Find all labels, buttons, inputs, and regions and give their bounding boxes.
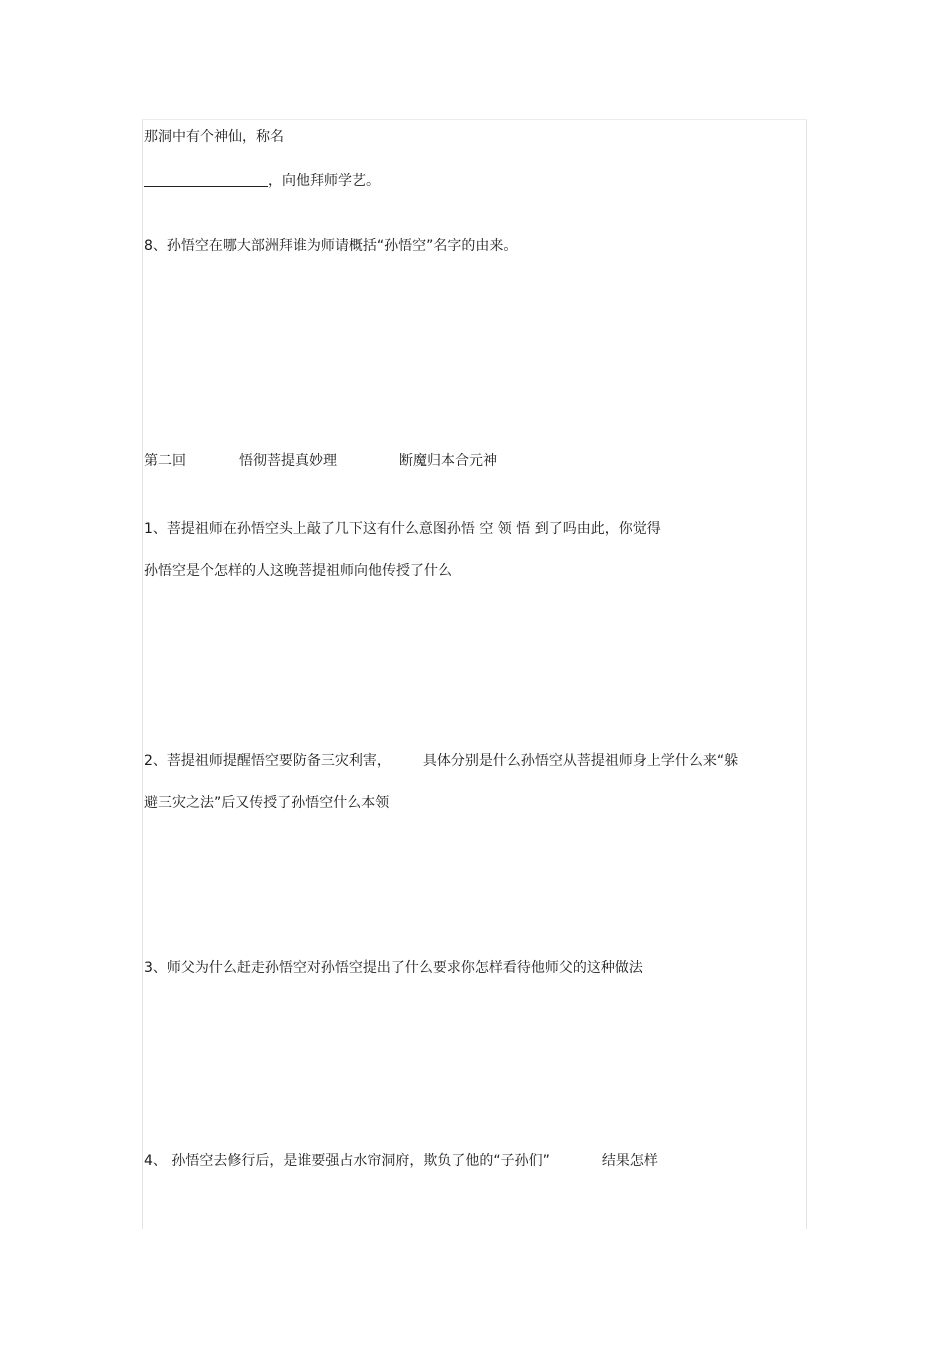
- question-1-text-b: 孙悟空是个怎样的人这晚菩提祖师向他传授了什么: [144, 563, 452, 579]
- page-frame: [142, 119, 807, 1229]
- question-4: [144, 1152, 658, 1170]
- question-1-line-2: [144, 562, 452, 580]
- question-4-text-a: 4、 孙悟空去修行后，是谁要强占水帘洞府，欺负了他的“子孙们”: [144, 1153, 550, 1169]
- question-1-text-a: 1、菩提祖师在孙悟空头上敲了几下这有什么意图孙悟 空 领 悟 到了吗由此，你觉得: [144, 521, 661, 537]
- text-l1: 那洞中有个神仙，称名: [144, 129, 284, 145]
- question-3-text: 3、师父为什么赶走孙悟空对孙悟空提出了什么要求你怎样看待他师父的这种做法: [144, 960, 643, 976]
- question-3: [144, 959, 643, 977]
- chapter-number: 第二回: [144, 453, 186, 469]
- chapter-title-a: 悟彻菩提真妙理: [239, 453, 337, 469]
- question-2-text-a1: 2、菩提祖师提醒悟空要防备三灾利害，: [144, 753, 391, 769]
- text-line-2: [144, 172, 380, 190]
- chapter-heading: [144, 452, 497, 470]
- text-l2-suffix: ，向他拜师学艺。: [268, 173, 380, 189]
- question-8-text: 8、孙悟空在哪大部洲拜谁为师请概括“孙悟空”名字的由来。: [144, 238, 518, 254]
- question-2-text-a2: 具体分别是什么孙悟空从菩提祖师身上学什么来“躲: [422, 753, 739, 769]
- question-2-line-1: [144, 752, 738, 770]
- chapter-title-b: 断魔归本合元神: [399, 453, 497, 469]
- question-8: [144, 237, 517, 255]
- question-2-line-2: [144, 794, 389, 812]
- text-line-1: [144, 128, 284, 146]
- question-2-text-b: 避三灾之法”后又传授了孙悟空什么本领: [144, 795, 390, 811]
- question-4-text-b: 结果怎样: [601, 1153, 658, 1169]
- fill-in-blank[interactable]: [144, 172, 268, 187]
- question-1-line-1: [144, 520, 661, 538]
